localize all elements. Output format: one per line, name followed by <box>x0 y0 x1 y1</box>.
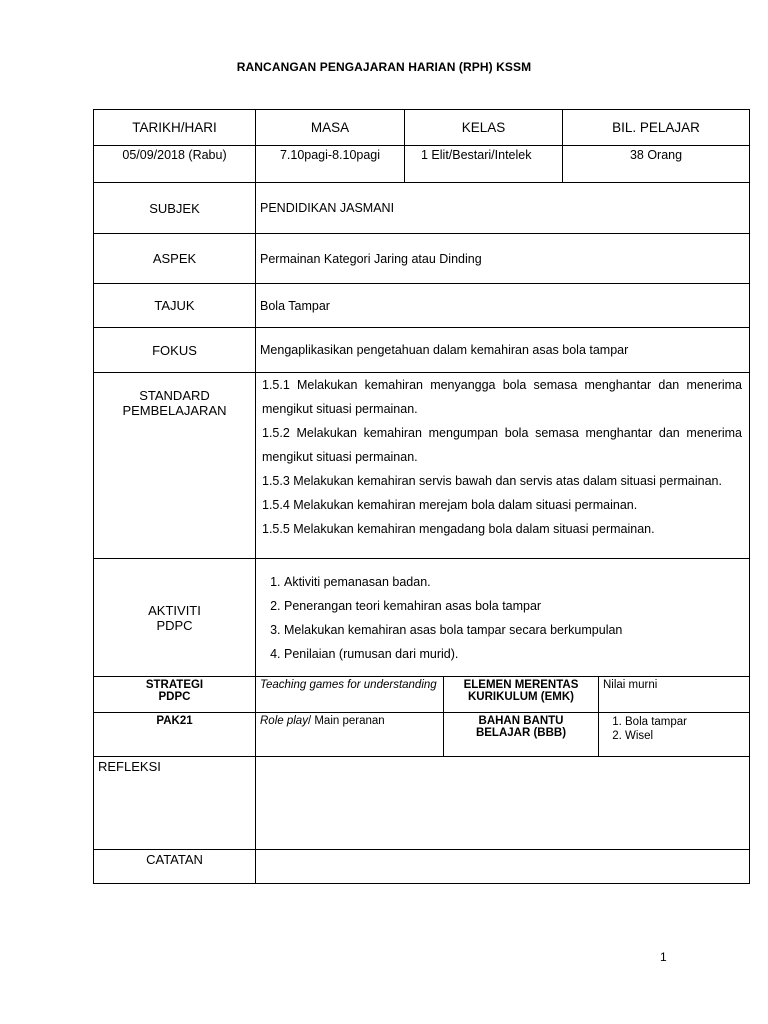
fokus-value: Mengaplikasikan pengetahuan dalam kemahiran asas bola tampar <box>256 328 750 373</box>
bbb-item: 1. Bola tampar <box>625 715 745 729</box>
catatan-label: CATATAN <box>94 850 256 884</box>
bbb-label <box>444 713 599 757</box>
catatan-row <box>94 850 750 884</box>
bbb-list-cell <box>599 713 750 757</box>
standard-label-line1: STANDARD <box>139 388 210 403</box>
emk-label-line1: ELEMEN MERENTAS <box>463 679 579 691</box>
aktiviti-item: 3. Melakukan kemahiran asas bola tampar secara berkumpulan <box>284 618 745 642</box>
header-values-row <box>94 146 750 183</box>
standard-item: 1.5.5 Melakukan kemahiran mengadang bola dalam situasi permainan. <box>262 522 655 536</box>
standard-item: 1.5.1 Melakukan kemahiran menyangga bola semasa menghantar dan menerima mengikut situasi permainan. <box>262 378 743 416</box>
strategi-label <box>94 677 256 713</box>
aspek-value: Permainan Kategori Jaring atau Dinding <box>256 234 750 284</box>
refleksi-label: REFLEKSI <box>94 757 256 850</box>
refleksi-value <box>256 757 750 850</box>
rph-table <box>93 109 750 884</box>
standard-item: 1.5.4 Melakukan kemahiran merejam bola dalam situasi permainan. <box>262 498 638 512</box>
standard-row <box>94 373 750 559</box>
strategi-row <box>94 677 750 713</box>
tajuk-row <box>94 284 750 328</box>
bil-pelajar-value: 38 Orang <box>563 146 750 183</box>
masa-value: 7.10pagi-8.10pagi <box>256 146 405 183</box>
header-row <box>94 110 750 146</box>
page-number: 1 <box>660 950 667 964</box>
pak21-label: PAK21 <box>94 713 256 757</box>
bbb-item: 2. Wisel <box>625 729 745 743</box>
aktiviti-list-cell <box>256 559 750 677</box>
catatan-value <box>256 850 750 884</box>
tajuk-label: TAJUK <box>94 284 256 328</box>
aktiviti-row <box>94 559 750 677</box>
strategi-label-line2: PDPC <box>158 691 191 703</box>
bbb-list <box>603 715 745 743</box>
aktiviti-item: 4. Penilaian (rumusan dari murid). <box>284 642 745 666</box>
kelas-value: 1 Elit/Bestari/Intelek <box>405 146 563 183</box>
pak21-value <box>256 713 444 757</box>
subjek-value: PENDIDIKAN JASMANI <box>256 183 750 234</box>
aktiviti-label-line2: PDPC <box>156 617 193 633</box>
emk-label <box>444 677 599 713</box>
tajuk-value: Bola Tampar <box>256 284 750 328</box>
bil-pelajar-label: BIL. PELAJAR <box>563 110 750 146</box>
strategi-label-line1: STRATEGI <box>145 679 204 691</box>
emk-label-line2: KURIKULUM (EMK) <box>467 691 575 703</box>
masa-label: MASA <box>256 110 405 146</box>
aktiviti-item: 1. Aktiviti pemanasan badan. <box>284 570 745 594</box>
fokus-label: FOKUS <box>94 328 256 373</box>
bbb-label-line2: BELAJAR (BBB) <box>475 727 567 739</box>
standard-item: 1.5.2 Melakukan kemahiran mengumpan bola semasa menghantar dan menerima mengikut situasi permainan. <box>262 426 743 464</box>
pak21-value-italic: Role play <box>260 715 308 727</box>
pak21-row <box>94 713 750 757</box>
fokus-row <box>94 328 750 373</box>
aktiviti-list <box>260 570 745 666</box>
standard-label-line2: PEMBELAJARAN <box>122 403 227 418</box>
aktiviti-label <box>94 559 256 677</box>
pak21-value-rest: / Main peranan <box>307 715 385 727</box>
subjek-row <box>94 183 750 234</box>
standard-list <box>256 373 750 559</box>
bbb-label-line1: BAHAN BANTU <box>478 715 564 727</box>
kelas-label: KELAS <box>405 110 563 146</box>
standard-label <box>94 373 256 559</box>
refleksi-row <box>94 757 750 850</box>
tarikh-label: TARIKH/HARI <box>94 110 256 146</box>
strategi-value: Teaching games for understanding <box>256 677 444 713</box>
document-title: RANCANGAN PENGAJARAN HARIAN (RPH) KSSM <box>236 60 532 74</box>
aktiviti-label-line1: AKTIVITI <box>148 602 201 618</box>
standard-item: 1.5.3 Melakukan kemahiran servis bawah dan servis atas dalam situasi permainan. <box>262 474 722 488</box>
subjek-label: SUBJEK <box>94 183 256 234</box>
emk-value: Nilai murni <box>599 677 750 713</box>
aspek-row <box>94 234 750 284</box>
tarikh-value: 05/09/2018 (Rabu) <box>94 146 256 183</box>
aktiviti-item: 2. Penerangan teori kemahiran asas bola tampar <box>284 594 745 618</box>
aspek-label: ASPEK <box>94 234 256 284</box>
